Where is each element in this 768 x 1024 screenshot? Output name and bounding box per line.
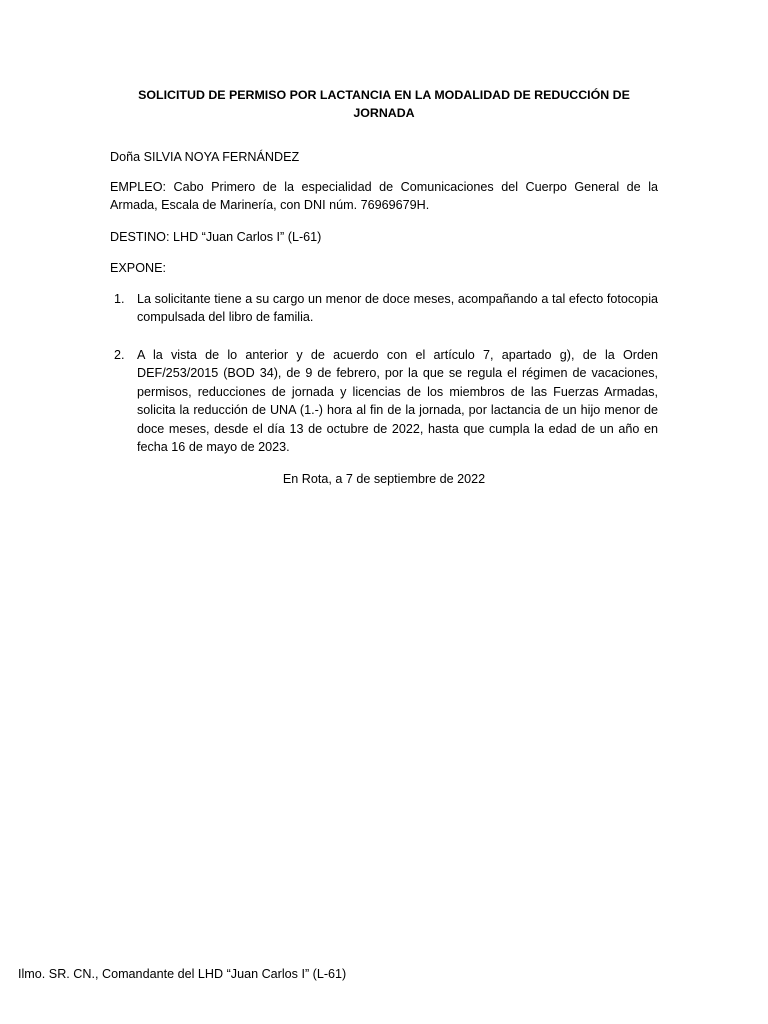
recipient-line: Ilmo. SR. CN., Comandante del LHD “Juan Carlos I” (L-61) bbox=[18, 967, 347, 981]
place-date: En Rota, a 7 de septiembre de 2022 bbox=[282, 472, 486, 486]
list-item-number: 1. bbox=[114, 292, 125, 306]
list-item-text: A la vista de lo anterior y de acuerdo con el artículo 7, apartado g), de la Orden DEF/253/2015 (BOD 34), de 9 de febrero, por la que se regula el régimen de vacaciones, permisos, reducciones de jornada y licencias de los miembros de las Fuerzas Armadas, solicita la reducción de UNA (1.-) hora al fin de la jornada, por lactancia de un hijo menor de doce meses, desde el día 13 de octubre de 2022, hasta que cumpla la edad de un año en fecha 16 de mayo de 2023. bbox=[137, 348, 658, 455]
empleo-paragraph: EMPLEO: Cabo Primero de la especialidad de Comunicaciones del Cuerpo General de la Armada, Escala de Marinería, con DNI núm. 76969679H. bbox=[110, 180, 658, 213]
expone-heading: EXPONE: bbox=[110, 261, 166, 275]
list-item-text: La solicitante tiene a su cargo un menor de doce meses, acompañando a tal efecto fotocopia compulsada del libro de familia. bbox=[137, 292, 658, 325]
document-title: SOLICITUD DE PERMISO POR LACTANCIA EN LA MODALIDAD DE REDUCCIÓN DE JORNADA bbox=[138, 88, 630, 121]
applicant-name: Doña SILVIA NOYA FERNÁNDEZ bbox=[110, 150, 300, 164]
destino-paragraph: DESTINO: LHD “Juan Carlos I” (L-61) bbox=[110, 230, 322, 244]
list-item-number: 2. bbox=[114, 348, 125, 362]
